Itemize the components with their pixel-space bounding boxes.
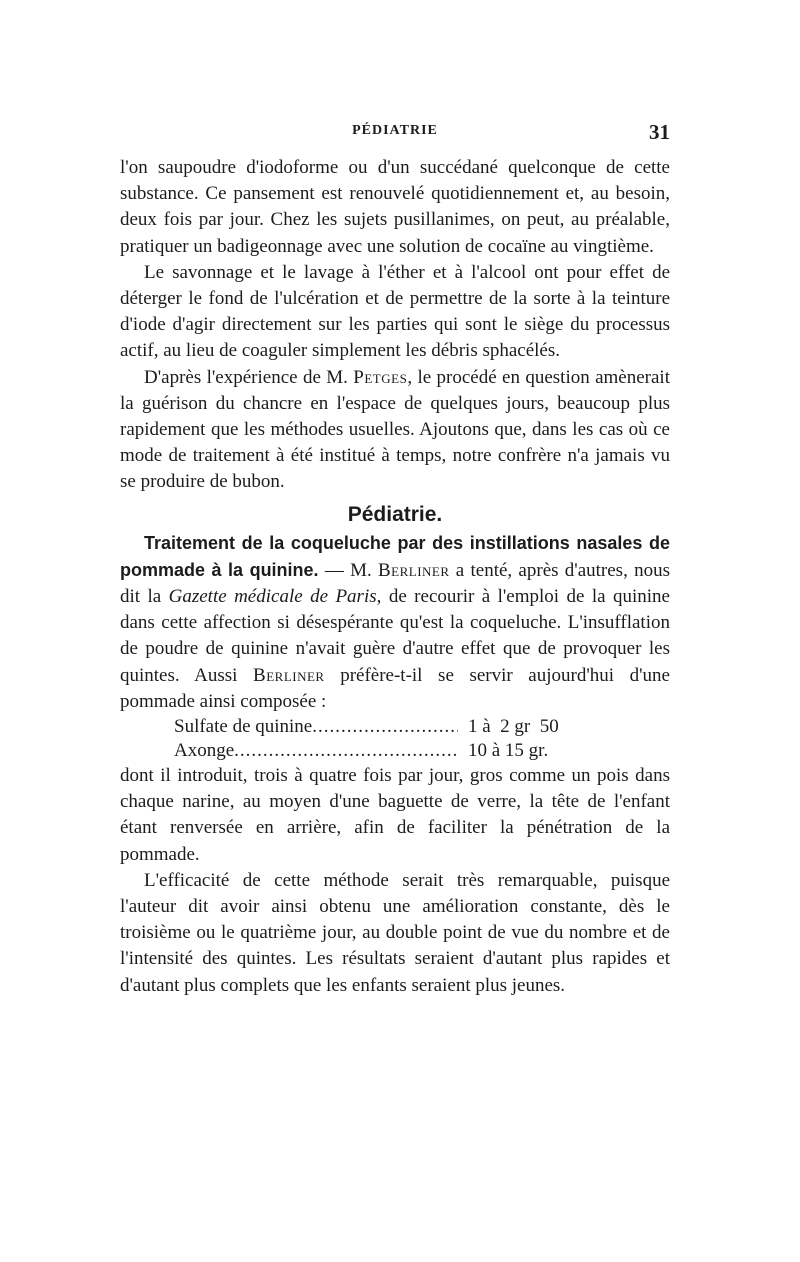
paragraph-4-text-1: a tenté, après d'autres, nous dit la	[120, 559, 670, 608]
paragraph-4	[120, 530, 670, 715]
author-name-berliner-2: Berliner	[253, 664, 325, 686]
page-header	[120, 120, 670, 144]
recipe-quantity: 1 à 2 gr 50	[468, 716, 559, 738]
recipe-list	[174, 715, 594, 763]
author-name-petges: Petges	[353, 366, 408, 388]
paragraph-4-text-2: , de recourir à l'emploi de la quinine dans cette affection si désespérante qu'est la coqueluche. L'insufflation de poudre de quinine n'avait guère d'autre effet que de provoquer les quintes. Aussi	[120, 586, 670, 686]
paragraph-5: dont il introduit, trois à quatre fois par jour, gros comme un pois dans chaque narine, au moyen d'une baguette de verre, la tête de l'enfant étant renversée en arrière, afin de faciliter la pénétration de la pommade.	[120, 765, 670, 865]
page-number: 31	[649, 120, 670, 144]
paragraph-3-before: D'après l'expérience de M.	[144, 366, 354, 388]
paragraph-4-text-3: préfère-t-il se servir aujourd'hui d'une pommade ainsi composée :	[120, 664, 670, 712]
recipe-quantity: 10 à 15 gr.	[468, 740, 549, 762]
paragraph-3	[120, 365, 670, 496]
journal-name: Gazette médicale de Paris	[168, 586, 377, 608]
paragraph-6: L'efficacité de cette méthode serait très remarquable, puisque l'auteur dit avoir ainsi obtenu une amélioration constante, dès le troisième ou le quatrième jour, au double point de vue du nombre et de l'intensité des quintes. Les résultats seraient d'autant plus rapides et d'autant plus complets que les enfants seraient plus jeunes.	[120, 869, 670, 996]
leader-dots	[234, 739, 458, 763]
paragraph-3-after: , le procédé en question amènerait la guérison du chancre en l'espace de quelques jours, beaucoup plus rapidement que les méthodes usuelles. Ajoutons que, dans les cas où ce mode de traitement à été institué à temps, notre confrère n'a jamais vu se produire de bubon.	[120, 366, 670, 493]
body-text	[120, 155, 670, 999]
recipe-ingredient: Sulfate de quinine	[174, 716, 313, 738]
running-head: PÉDIATRIE	[352, 123, 438, 138]
recipe-row	[174, 739, 594, 763]
leader-dots	[312, 715, 458, 739]
paragraph-2: Le savonnage et le lavage à l'éther et à l'alcool ont pour effet de déterger le fond de l'ulcération et de permettre de la sorte à la teinture d'iode d'agir directement sur les parties qui sont le siège du processus actif, au lieu de coaguler simplement les débris sphacélés.	[120, 261, 670, 362]
dash-m: — M.	[318, 559, 378, 581]
section-heading: Pédiatrie.	[347, 502, 443, 526]
recipe-ingredient: Axonge	[174, 740, 235, 762]
recipe-row	[174, 715, 594, 739]
paragraph-1: l'on saupoudre d'iodoforme ou d'un succédané quelconque de cette substance. Ce pansement est renouvelé quotidiennement et, au besoin, deux fois par jour. Chez les sujets pusillanimes, on peut, au préalable, pratiquer un badigeonnage avec une solution de cocaïne au vingtième.	[120, 157, 670, 257]
author-name-berliner: Berliner	[377, 559, 450, 581]
article-title: Traitement de la coqueluche par des instillations nasales de pommade à la quinine.	[120, 532, 670, 580]
